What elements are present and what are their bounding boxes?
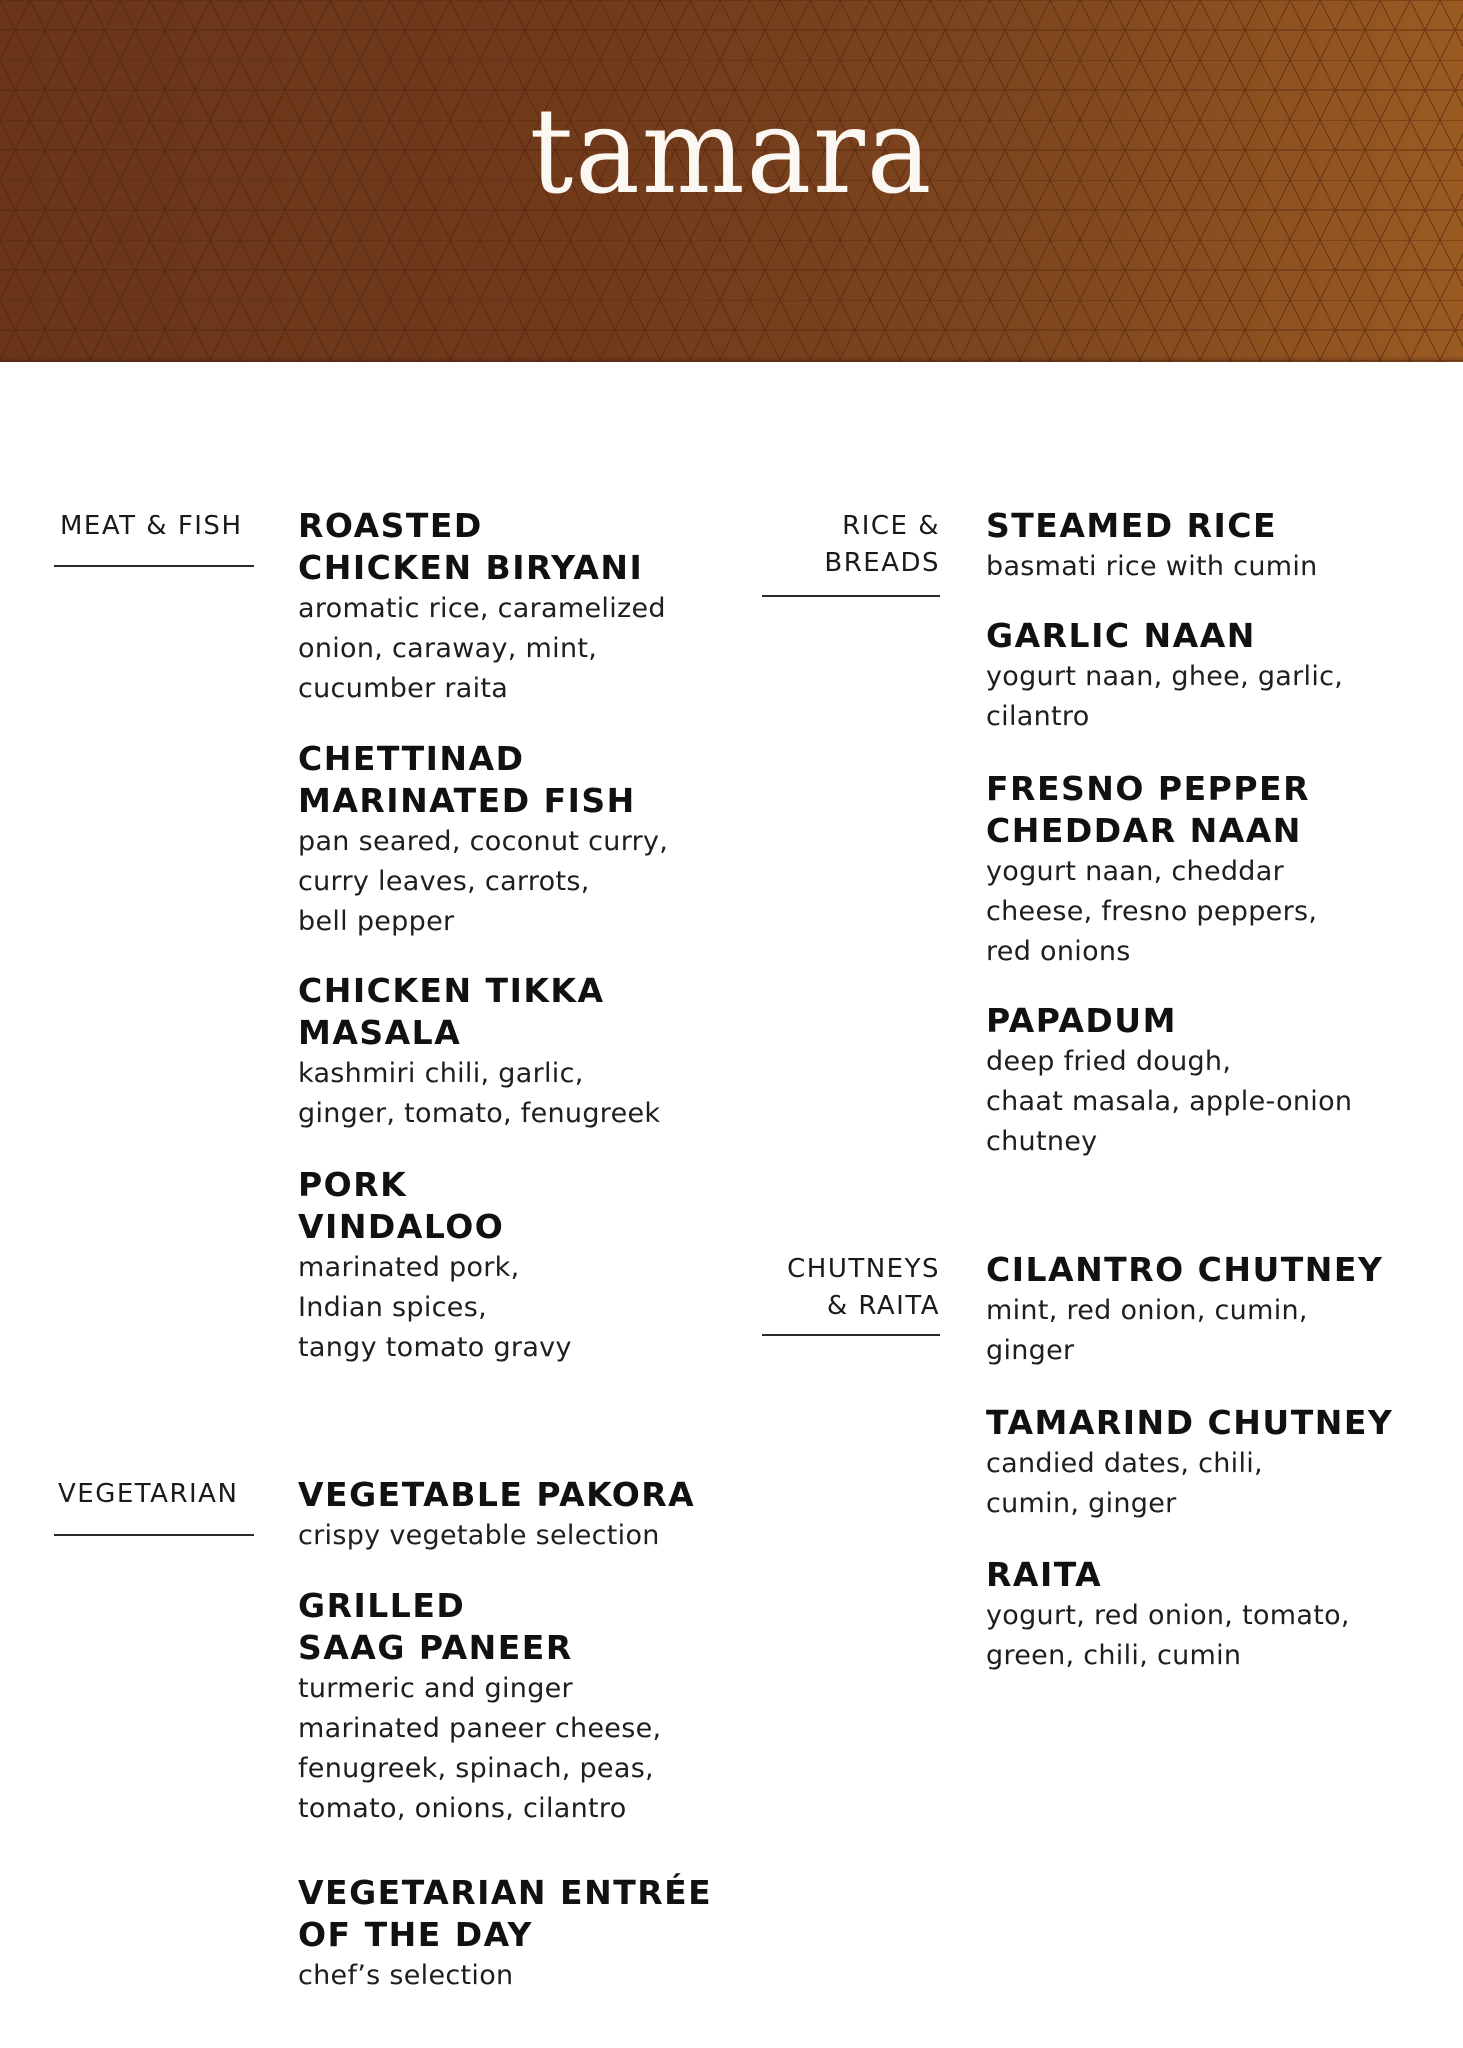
item-name-line: CILANTRO CHUTNEY [986, 1250, 1384, 1289]
item-desc-line: mint, red onion, cumin, [986, 1295, 1308, 1326]
item-name-line: PAPADUM [986, 1001, 1177, 1040]
item-name-line: GRILLED [298, 1586, 466, 1625]
menu-item-grilled-saag-paneer [298, 1585, 738, 1829]
menu-item-raita [986, 1554, 1426, 1676]
item-desc-line: aromatic rice, caramelized [298, 593, 666, 624]
item-desc-line: cucumber raita [298, 673, 509, 704]
item-description [986, 1291, 1426, 1371]
item-name [986, 1000, 1426, 1042]
item-description [298, 1516, 738, 1556]
menu-item-vegetarian-entree-of-the-day [298, 1872, 738, 1996]
menu-item-tamarind-chutney [986, 1402, 1426, 1524]
item-desc-line: candied dates, chili, [986, 1448, 1263, 1479]
item-name [986, 1554, 1426, 1596]
item-name-line: MASALA [298, 1013, 462, 1052]
item-name-line: PORK [298, 1165, 408, 1204]
item-desc-line: green, chili, cumin [986, 1640, 1242, 1671]
item-description [986, 1596, 1426, 1676]
item-name [298, 1164, 738, 1248]
item-desc-line: kashmiri chili, garlic, [298, 1058, 584, 1089]
item-desc-line: basmati rice with cumin [986, 551, 1318, 582]
item-desc-line: deep fried dough, [986, 1046, 1232, 1077]
item-name-line: VEGETABLE PAKORA [298, 1475, 696, 1514]
menu-item-pork-vindaloo [298, 1164, 738, 1368]
item-name-line: CHETTINAD [298, 739, 525, 778]
restaurant-logo: tamara [529, 82, 934, 220]
item-name [986, 1402, 1426, 1444]
item-name [986, 615, 1426, 657]
item-name-line: CHEDDAR NAAN [986, 811, 1302, 850]
item-name-line: ROASTED [298, 506, 483, 545]
item-desc-line: pan seared, coconut curry, [298, 826, 669, 857]
item-desc-line: crispy vegetable selection [298, 1520, 660, 1551]
item-name-line: SAAG PANEER [298, 1628, 573, 1667]
menu-item-papadum [986, 1000, 1426, 1162]
item-name [986, 1249, 1426, 1291]
item-name [298, 505, 738, 589]
item-name-line: RAITA [986, 1555, 1103, 1594]
menu-item-roasted-chicken-biryani [298, 505, 738, 709]
category-divider [54, 565, 254, 567]
category-divider [762, 595, 940, 597]
header-bottom-shadow [0, 356, 1463, 362]
item-name-line: VEGETARIAN ENTRÉE [298, 1873, 713, 1912]
item-description [986, 1444, 1426, 1524]
item-desc-line: cumin, ginger [986, 1488, 1177, 1519]
menu-item-fresno-pepper-cheddar-naan [986, 768, 1426, 972]
item-name [298, 970, 738, 1054]
item-description [298, 1669, 738, 1829]
item-desc-line: yogurt naan, cheddar [986, 856, 1284, 887]
item-name-line: VINDALOO [298, 1207, 505, 1246]
item-desc-line: ginger [986, 1335, 1075, 1366]
item-desc-line: fenugreek, spinach, peas, [298, 1753, 654, 1784]
item-description [298, 1956, 738, 1996]
item-desc-line: chef’s selection [298, 1960, 514, 1991]
item-desc-line: turmeric and ginger [298, 1673, 573, 1704]
item-description [298, 822, 738, 942]
category-label-line: CHUTNEYS [787, 1254, 940, 1284]
item-name-line: OF THE DAY [298, 1915, 533, 1954]
item-desc-line: marinated paneer cheese, [298, 1713, 662, 1744]
item-name [298, 1872, 738, 1956]
category-label-line: BREADS [824, 548, 940, 578]
item-name-line: TAMARIND CHUTNEY [986, 1403, 1394, 1442]
item-desc-line: cilantro [986, 701, 1090, 732]
category-vegetarian-label [58, 1476, 238, 1513]
item-description [986, 657, 1426, 737]
item-name [986, 505, 1426, 547]
category-label-line: MEAT & FISH [60, 511, 243, 541]
category-divider [54, 1534, 254, 1536]
category-rice-breads-label [760, 508, 940, 582]
item-name [986, 768, 1426, 852]
item-desc-line: marinated pork, [298, 1252, 520, 1283]
item-desc-line: curry leaves, carrots, [298, 866, 590, 897]
item-desc-line: yogurt, red onion, tomato, [986, 1600, 1350, 1631]
item-name-line: MARINATED FISH [298, 781, 636, 820]
category-chutneys-raita-label [740, 1251, 940, 1325]
category-divider [762, 1334, 940, 1336]
category-label-line: RICE & [842, 511, 940, 541]
menu-item-vegetable-pakora [298, 1474, 738, 1556]
menu-item-steamed-rice [986, 505, 1426, 587]
item-desc-line: onion, caraway, mint, [298, 633, 598, 664]
item-desc-line: tangy tomato gravy [298, 1332, 572, 1363]
menu-item-chettinad-marinated-fish [298, 738, 738, 942]
item-name [298, 1474, 738, 1516]
item-name-line: GARLIC NAAN [986, 616, 1256, 655]
item-name [298, 738, 738, 822]
item-desc-line: tomato, onions, cilantro [298, 1793, 627, 1824]
category-label-line: & RAITA [826, 1291, 940, 1321]
item-name-line: STEAMED RICE [986, 506, 1278, 545]
item-description [986, 1042, 1426, 1162]
item-name-line: CHICKEN TIKKA [298, 971, 605, 1010]
item-desc-line: cheese, fresno peppers, [986, 896, 1318, 927]
item-description [298, 589, 738, 709]
item-desc-line: chaat masala, apple-onion [986, 1086, 1353, 1117]
item-desc-line: chutney [986, 1126, 1098, 1157]
item-description [986, 547, 1426, 587]
category-meat-fish-label [60, 508, 243, 545]
item-desc-line: red onions [986, 936, 1131, 967]
item-desc-line: bell pepper [298, 906, 455, 937]
item-name-line: FRESNO PEPPER [986, 769, 1310, 808]
item-desc-line: ginger, tomato, fenugreek [298, 1098, 661, 1129]
category-label-line: VEGETARIAN [58, 1479, 239, 1509]
item-name-line: CHICKEN BIRYANI [298, 548, 644, 587]
item-desc-line: Indian spices, [298, 1292, 487, 1323]
item-desc-line: yogurt naan, ghee, garlic, [986, 661, 1344, 692]
item-description [298, 1054, 738, 1134]
menu-header [0, 0, 1463, 362]
menu-item-cilantro-chutney [986, 1249, 1426, 1371]
menu-item-garlic-naan [986, 615, 1426, 737]
menu-item-chicken-tikka-masala [298, 970, 738, 1134]
item-name [298, 1585, 738, 1669]
item-description [298, 1248, 738, 1368]
item-description [986, 852, 1426, 972]
